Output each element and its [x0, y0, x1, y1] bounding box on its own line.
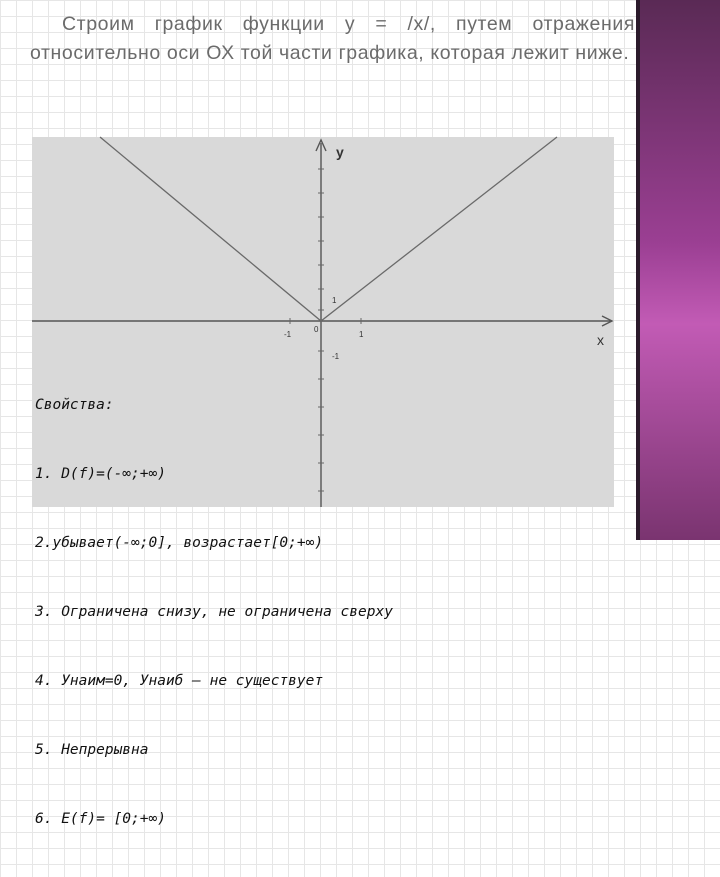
property-item: 2.убывает(-∞;0], возрастает[0;+∞) [35, 535, 324, 551]
x-axis-label: x [597, 332, 604, 348]
property-item: 4. Унаим=0, Унаиб – не существует [35, 673, 324, 689]
tick-label-y-pos: 1 [332, 296, 337, 305]
graph-panel [32, 137, 614, 827]
tick-label-y-neg: -1 [332, 352, 340, 361]
property-item: 1. D(f)=(-∞;+∞) [35, 466, 166, 482]
slide-decorative-stripe [640, 0, 720, 540]
tick-label-x-neg: -1 [284, 330, 292, 339]
function-properties [35, 348, 393, 877]
abs-function-line [100, 137, 557, 321]
y-axis-label: y [336, 144, 344, 160]
slide-heading: Строим график функции y = /x/, путем отражения относительно оси ОХ той части графика, которая лежит ниже. [30, 13, 635, 64]
properties-title: Свойства: [35, 397, 114, 413]
property-item: 5. Непрерывна [35, 742, 149, 758]
property-item: 6. E(f)= [0;+∞) [35, 811, 166, 827]
tick-label-origin: 0 [314, 325, 319, 334]
tick-label-x-pos: 1 [359, 330, 364, 339]
property-item: 3. Ограничена снизу, не ограничена сверху [35, 604, 393, 620]
